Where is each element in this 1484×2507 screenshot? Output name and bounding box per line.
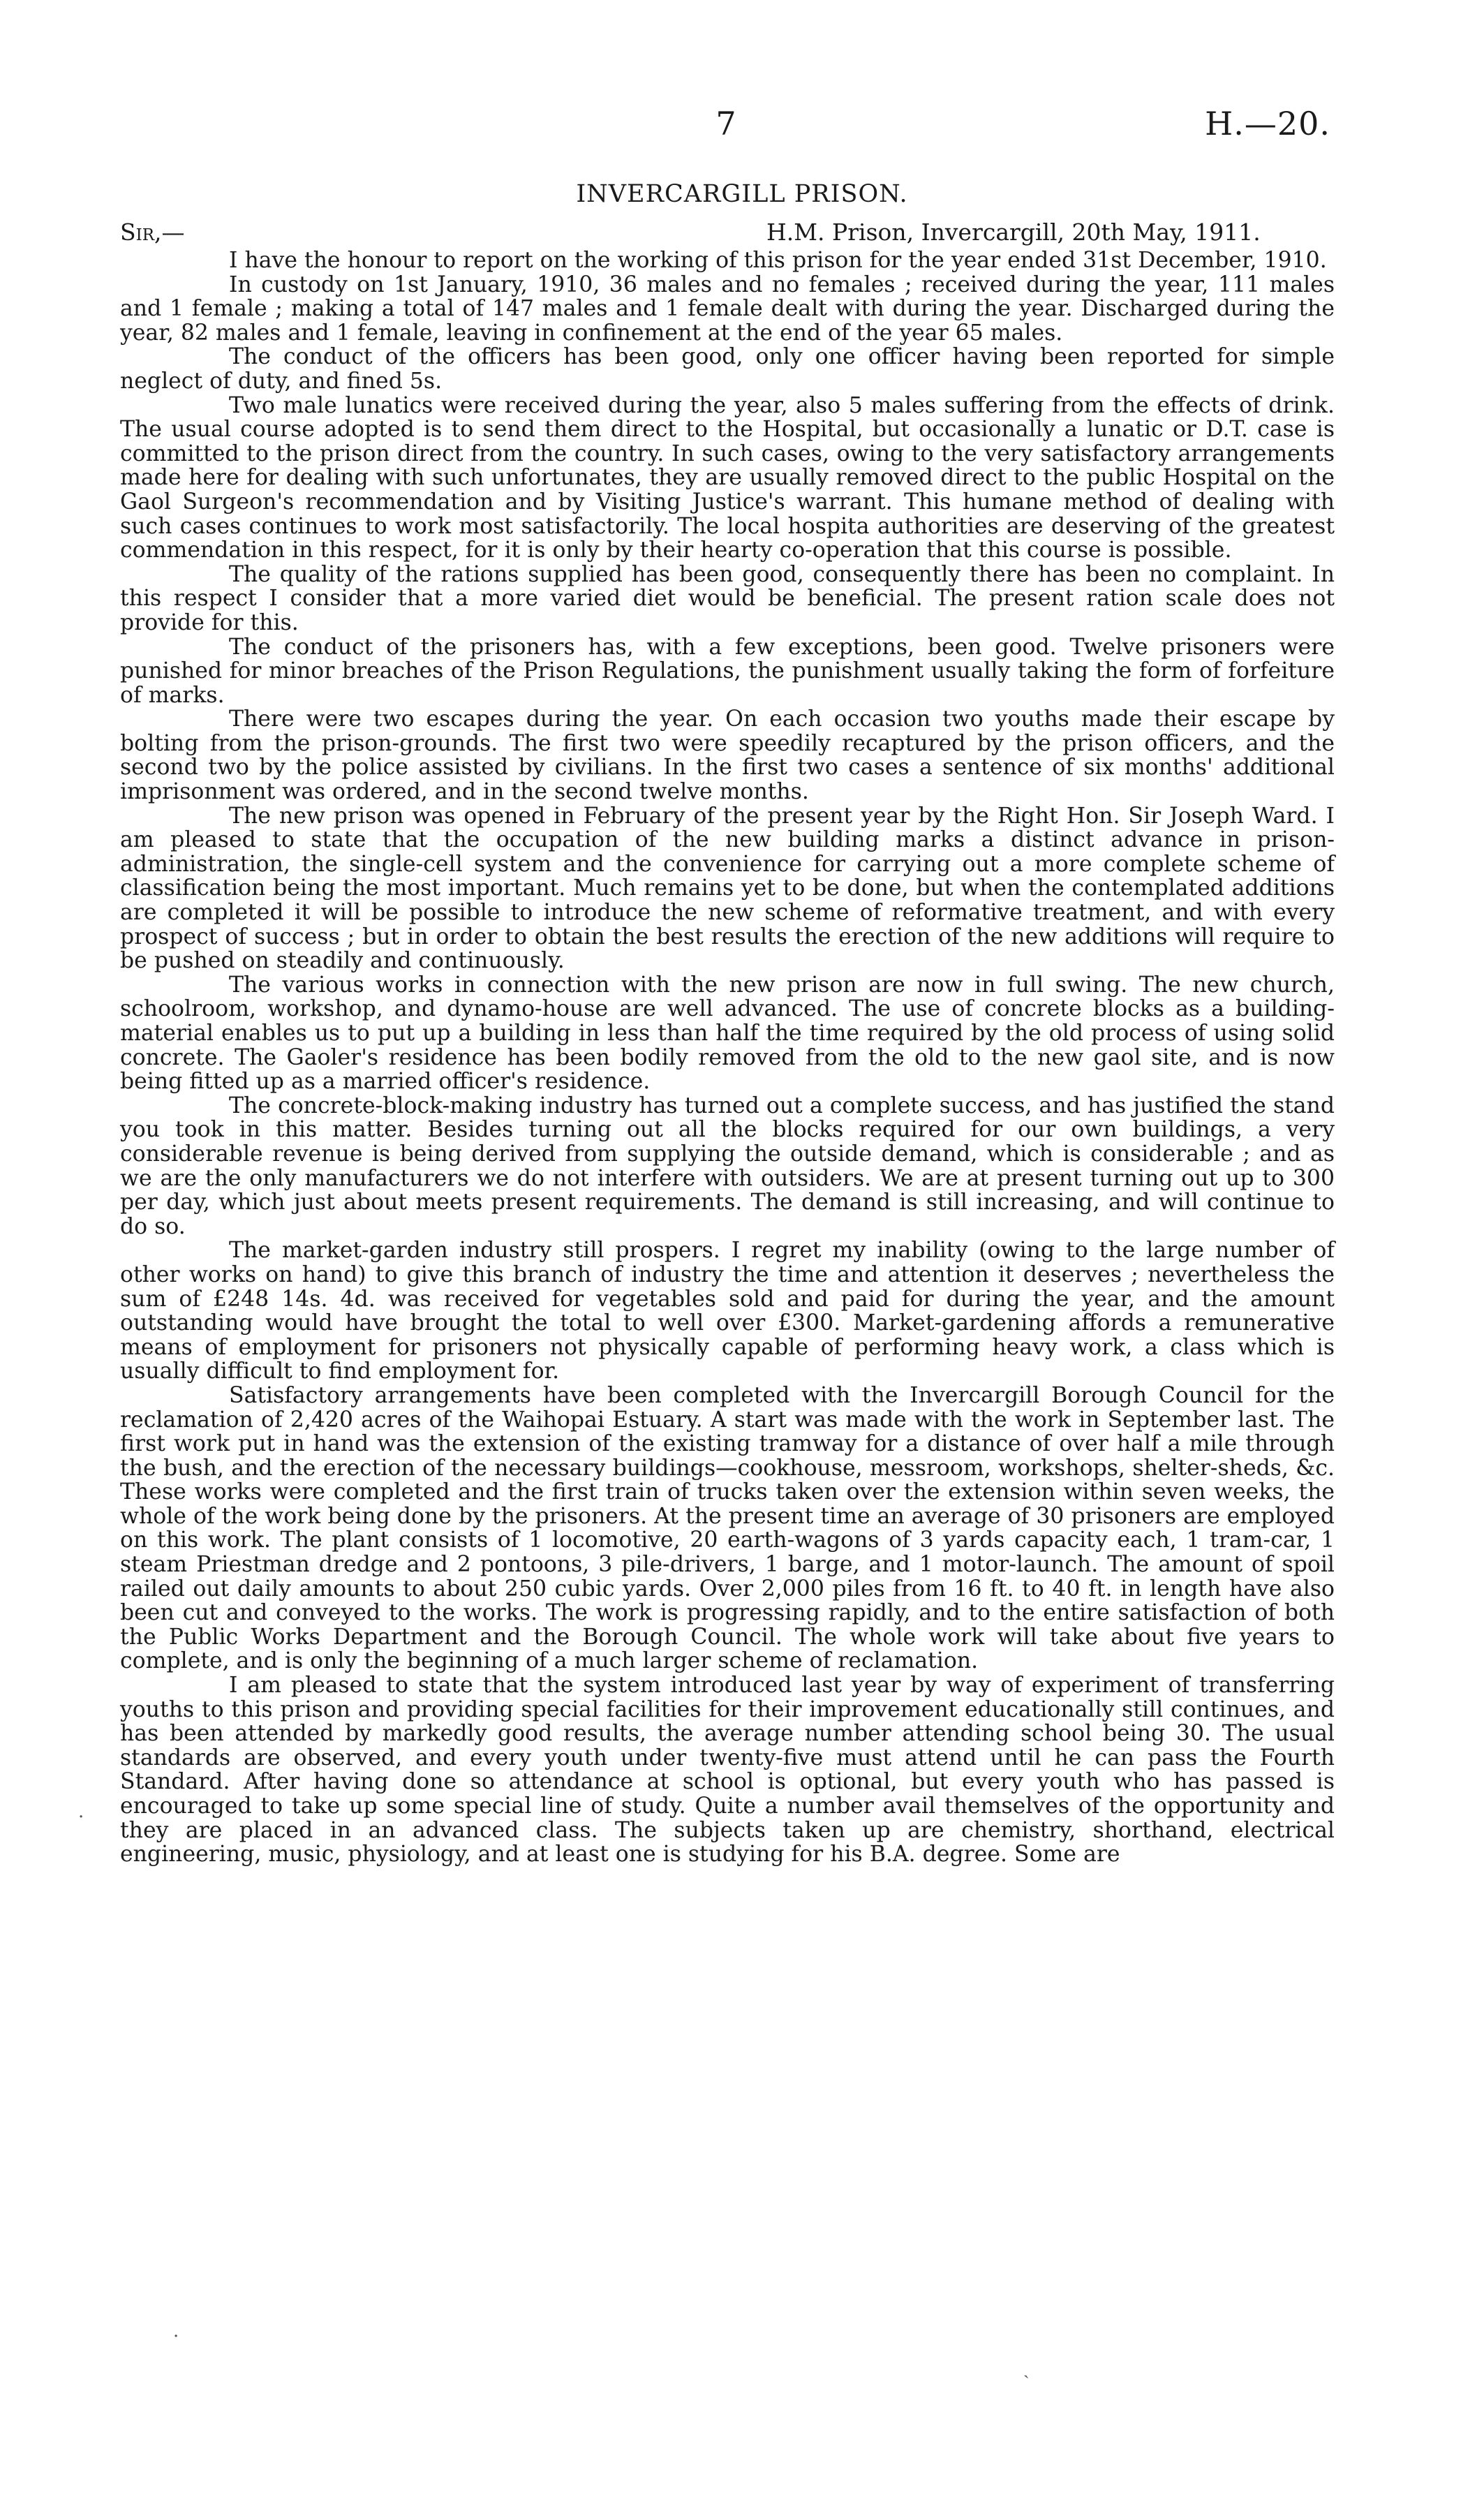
report-body: [120, 249, 1335, 1867]
salutation: Sir,—: [120, 219, 185, 246]
paragraph-rations: The quality of the rations supplied has been good, consequently there has been no complaint. In this respect I consider that a more varied diet would be beneficial. The present ration scale does not provide for this.: [120, 561, 1335, 635]
stray-mark: ·: [78, 1807, 84, 1828]
paragraph-escapes: There were two escapes during the year. On each occasion two youths made their escape by bolting from the prison-grounds. The first two were speedily recaptured by the prison officers, and the second two by the police assisted by civilians. In the first two cases a sentence of six months' additional imprisonment was ordered, and in the second twelve months.: [120, 707, 1335, 805]
document-reference: H.—20.: [1205, 105, 1330, 142]
paragraph-new-prison: The new prison was opened in February of the present year by the Right Hon. Sir Joseph Ward. I am pleased to state that the occupation of the new building marks a distinct advance in prison-administration, the single-cell system and the convenience for carrying out a more complete scheme of classification being the most important. Much remains yet to be done, but when the contemplated additions are completed it will be possible to introduce the new scheme of reformative treatment, and with every prospect of success ; but in order to obtain the best results the erection of the new additions will require to be pushed on steadily and continuously.: [120, 803, 1335, 974]
dateline: H.M. Prison, Invercargill, 20th May, 1911.: [766, 219, 1261, 246]
paragraph-youths: I am pleased to state that the system introduced last year by way of experiment of transferring youths to this prison and providing special facilities for their improvement educationally still continues, and has been attended by markedly good results, the average number attending school being 30. The usual standards are observed, and every youth under twenty-five must attend until he can pass the Fourth Standard. After having done so attendance at school is optional, but every youth who has passed is encouraged to take up some special line of study. Quite a number avail themselves of the opportunity and they are placed in an advanced class. The subjects taken up are chemistry, shorthand, electrical engineering, music, physiology, and at least one is studying for his B.A. degree. Some are: [120, 1673, 1335, 1868]
paragraph-market-garden: The market-garden industry still prospers. I regret my inability (owing to the large number of other works on hand) to give this branch of industry the time and attention it deserves ; nevertheless the sum of £248 14s. 4d. was received for vegetables sold and paid for during the year, and the amount outstanding would have brought the total to well over £300. Market-gardening affords a remunerative means of employment for prisoners not physically capable of performing heavy work, a class which is usually difficult to find employment for.: [120, 1238, 1335, 1384]
page-number: 7: [715, 105, 736, 142]
paragraph-concrete-blocks: The concrete-block-making industry has turned out a complete success, and has justified the stand you took in this matter. Besides turning out all the blocks required for our own buildings, a very considerable revenue is being derived from supplying the outside demand, which is considerable ; and as we are the only manufacturers we do not interfere with outsiders. We are at present turning out up to 300 per day, which just about meets present requirements. The demand is still increasing, and will continue to do so.: [120, 1093, 1335, 1239]
paragraph-lunatics: Two male lunatics were received during the year, also 5 males suffering from the effects of drink. The usual course adopted is to send them direct to the Hospital, but occasionally a lunatic or D.T. case is committed to the prison direct from the country. In such cases, owing to the very satisfactory arrangements made here for dealing with such unfortunates, they are usually removed direct to the public Hospital on the Gaol Surgeon's recommendation and by Visiting Justice's warrant. This humane method of dealing with such cases continues to work most satisfactorily. The local hospita authorities are deserving of the greatest commendation in this respect, for it is only by their hearty co-operation that this course is possible.: [120, 392, 1335, 563]
stray-mark: ˎ: [1023, 2358, 1030, 2379]
paragraph-custody: In custody on 1st January, 1910, 36 males and no females ; received during the year, 111 males and 1 female ; making a total of 147 males and 1 female dealt with during the year. Discharged during the year, 82 males and 1 female, leaving in confinement at the end of the year 65 males.: [120, 272, 1335, 346]
paragraph-reclamation: Satisfactory arrangements have been completed with the Invercargill Borough Council for the reclamation of 2,420 acres of the Waihopai Estuary. A start was made with the work in September last. The first work put in hand was the extension of the existing tramway for a distance of over half a mile through the bush, and the erection of the necessary buildings—cookhouse, messroom, workshops, shelter-sheds, &c. These works were completed and the first train of trucks taken over the extension within seven weeks, the whole of the work being done by the prisoners. At the present time an average of 30 prisoners are employed on this work. The plant consists of 1 locomotive, 20 earth-wagons of 3 yards capacity each, 1 tram-car, 1 steam Priestman dredge and 2 pontoons, 3 pile-drivers, 1 barge, and 1 motor-launch. The amount of spoil railed out daily amounts to about 250 cubic yards. Over 2,000 piles from 16 ft. to 40 ft. in length have also been cut and conveyed to the works. The work is progressing rapidly, and to the entire satisfaction of both the Public Works Department and the Borough Council. The whole work will take about five years to complete, and is only the beginning of a much larger scheme of reclamation.: [120, 1382, 1335, 1674]
paragraph-conduct: The conduct of the prisoners has, with a few exceptions, been good. Twelve prisoners were punished for minor breaches of the Prison Regulations, the punishment usually taking the form of forfeiture of marks.: [120, 634, 1335, 708]
paragraph-works: The various works in connection with the new prison are now in full swing. The new church, schoolroom, workshop, and dynamo-house are well advanced. The use of concrete blocks as a building-material enables us to put up a building in less than half the time required by the old process of using solid concrete. The Gaoler's residence has been bodily removed from the old to the new gaol site, and is now being fitted up as a married officer's residence.: [120, 972, 1335, 1095]
report-title: INVERCARGILL PRISON.: [576, 180, 908, 208]
paragraph-officers: The conduct of the officers has been good, only one officer having been reported for simple neglect of duty, and fined 5s.: [120, 344, 1335, 394]
paragraph-intro: I have the honour to report on the working of this prison for the year ended 31st December, 1910.: [229, 248, 1327, 273]
stray-mark: ·: [173, 2326, 179, 2347]
